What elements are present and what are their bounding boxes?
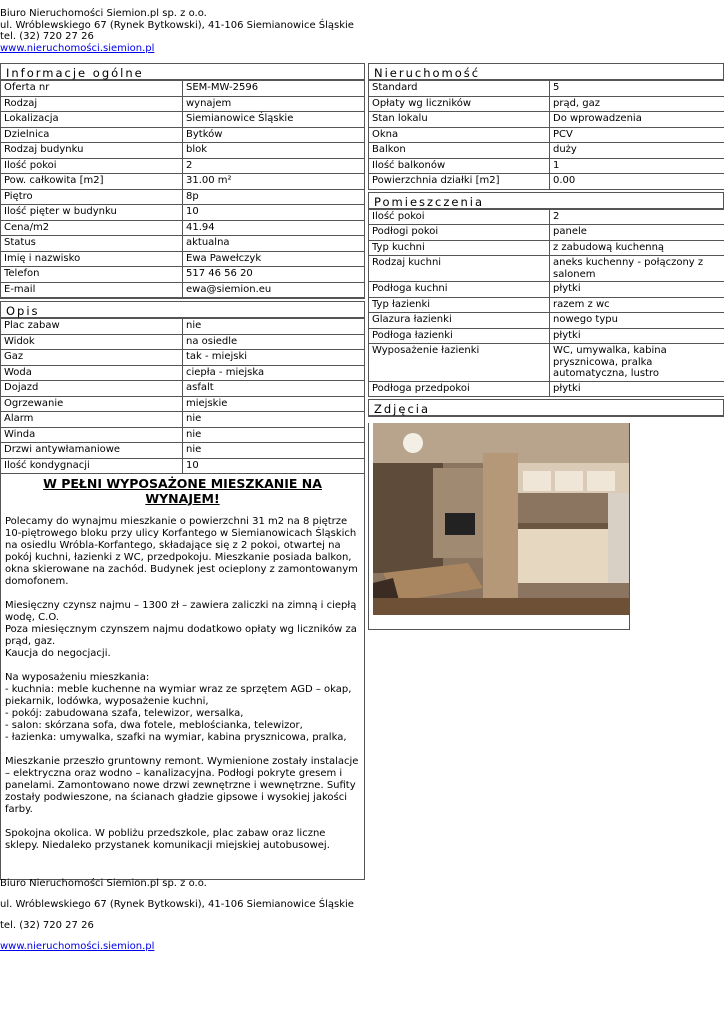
field-label: Status [1,236,183,251]
description-table [1,319,364,474]
field-value: 2 [186,159,193,171]
field-value: nie [186,428,202,440]
field-label: Gaz [1,350,183,365]
table-row [369,344,724,382]
table-row [369,81,724,97]
field-label: Dzielnica [1,128,183,143]
field-value: 5 [553,82,560,93]
field-label: Piętro [1,190,183,205]
field-label: Ilość balkonów [369,159,550,174]
field-value: z zabudową kuchenną [553,241,665,253]
field-value: nie [186,320,202,331]
field-value: 41.94 [186,221,215,233]
apartment-photo[interactable] [373,423,629,615]
left-column [0,63,365,880]
field-label: Widok [1,335,183,350]
rooms-table [368,210,724,398]
field-value: Bytków [186,128,223,140]
property-table [368,81,724,190]
section-title-property: Nieruchomość [368,63,724,81]
general-table [0,81,365,299]
field-label: Pow. całkowita [m2] [1,174,183,189]
field-label: Typ kuchni [369,241,550,256]
field-label: Rodzaj [1,97,183,112]
apartment-photo-illustration [373,423,629,615]
table-row [369,282,724,298]
table-row [1,366,364,382]
field-value: asfalt [186,382,214,393]
table-row [1,350,364,366]
footer-website-link[interactable]: www.nieruchomości.siemion.pl [0,941,155,952]
field-label: Okna [369,128,550,143]
field-label: E-mail [1,283,183,298]
table-row [1,381,364,397]
field-label: Alarm [1,412,183,427]
field-value: 10 [186,206,199,217]
field-value: ciepła - miejska [186,366,265,378]
field-label: Lokalizacja [1,112,183,127]
table-row [1,459,364,475]
field-label: Drzwi antywłamaniowe [1,443,183,458]
field-value: prąd, gaz [553,97,601,109]
table-row [369,143,724,159]
table-row [1,283,364,299]
field-value: 1 [553,159,560,171]
table-row [369,298,724,314]
field-value: 0.00 [553,175,576,186]
field-label: Standard [369,81,550,96]
field-value: wynajem [186,97,232,109]
section-title-description: Opis [0,301,365,319]
table-row [1,81,364,97]
photo-box [368,423,630,630]
table-row [1,174,364,190]
field-label: Oferta nr [1,81,183,96]
table-row [369,241,724,257]
field-value: WC, umywalka, kabina prysznicowa, pralka automatyczna, lustro [553,345,667,379]
table-row [369,329,724,345]
table-row [1,252,364,268]
field-label: Rodzaj kuchni [369,256,550,281]
field-label: Ilość pokoi [369,210,550,225]
table-row [1,443,364,459]
table-row [369,210,724,226]
section-title-photos: Zdjęcia [368,399,724,417]
table-row [1,428,364,444]
table-row [1,236,364,252]
field-value: płytki [553,382,581,394]
table-row [1,97,364,113]
table-row [1,267,364,283]
company-phone: tel. (32) 720 27 26 [0,31,94,42]
field-value: ewa@siemion.eu [186,283,272,295]
field-value: razem z wc [553,298,610,310]
footer-company-phone: tel. (32) 720 27 26 [0,920,94,931]
table-row [369,112,724,128]
field-value: Siemianowice Śląskie [186,113,294,124]
field-label: Rodzaj budynku [1,143,183,158]
section-title-rooms: Pomieszczenia [368,192,724,210]
field-value: miejskie [186,397,228,409]
table-row [1,335,364,351]
table-row [369,256,724,282]
table-row [1,397,364,413]
field-value: Ewa Pawełczyk [186,252,262,264]
section-title-general: Informacje ogólne [0,63,365,81]
field-label: Stan lokalu [369,112,550,127]
company-name: Biuro Nieruchomości Siemion.pl sp. z o.o. [0,8,207,19]
field-value: PCV [553,128,573,140]
table-row [369,128,724,144]
field-value: blok [186,144,208,155]
table-row [1,143,364,159]
field-value: 10 [186,459,199,471]
field-value: nie [186,413,202,424]
footer-company-address: ul. Wróblewskiego 67 (Rynek Bytkowski), 41-106 Siemianowice Śląskie [0,899,354,910]
table-row [369,174,724,190]
field-label: Podłogi pokoi [369,225,550,240]
field-label: Podłoga łazienki [369,329,550,344]
field-value: nowego typu [553,314,618,325]
field-label: Imię i nazwisko [1,252,183,267]
field-value: SEM-MW-2596 [186,82,259,93]
field-value: 31.00 m² [186,175,232,186]
field-value: płytki [553,329,581,341]
table-row [1,412,364,428]
field-label: Typ łazienki [369,298,550,313]
table-row [1,221,364,237]
field-label: Telefon [1,267,183,282]
field-label: Cena/m2 [1,221,183,236]
field-label: Balkon [369,143,550,158]
table-row [369,313,724,329]
table-row [1,205,364,221]
field-label: Ilość pokoi [1,159,183,174]
field-value: 8p [186,190,199,202]
field-value: aneks kuchenny - połączony z salonem [553,257,704,280]
field-label: Podłoga kuchni [369,282,550,297]
table-row [1,128,364,144]
field-value: 517 46 56 20 [186,268,253,279]
field-value: tak - miejski [186,351,248,362]
table-row [1,190,364,206]
field-value: płytki [553,283,581,294]
field-label: Ilość pięter w budynku [1,205,183,220]
field-label: Woda [1,366,183,381]
field-label: Ogrzewanie [1,397,183,412]
field-value: panele [553,226,587,237]
description-box [0,319,365,880]
listing-description: Polecamy do wynajmu mieszkanie o powierzchni 31 m2 na 8 piętrze 10-piętrowego bloku przy ulicy Korfantego w Siemianowicach Śląskich na osiedlu Wróbla-Korfantego, składające się z 2 pokoi, otwartej na pokój kuchni, łazienki z WC, przedpokoju. Mieszkanie posiada balkon, okna skierowane na zachód. Budynek jest ocieplony z zamontowanym domofonem. Miesięczny czynsz najmu – 1300 zł – zawiera zaliczki na zimną i ciepłą wodę, C.O. Poza miesięcznym czynszem najmu dodatkowo opłaty wg liczników za prąd, gaz. Kaucja do negocjacji. Na wyposażeniu mieszkania: - kuchnia: meble kuchenne na wymiar wraz ze sprzętem AGD – okap, piekarnik, lodówka, wyposażenie kuchni, - pokój: zabudowana szafa, telewizor, wersalka, - salon: skórzana sofa, dwa fotele, meblościanka, telewizor, - łazienka: umywalka, szafki na wymiar, kabina prysznicowa, pralka, Mieszkanie przeszło gruntowny remont. Wymienione zostały instalacje – elektryczna oraz wodno – kanalizacyjna. Podłogi pokryte gresem i panelami. Zamontowano nowe drzwi zewnętrzne i wewnętrzne. Sufity zostały podwieszone, na ścianach gładzie gipsowe i wysokiej jakości farby. Spokojna okolica. W pobliżu przedszkole, plac zabaw oraz liczne sklepy. Niedaleko przystanek komunikacji miejskiej autobusowej. [5,516,359,851]
field-label: Podłoga przedpokoi [369,382,550,397]
field-label: Dojazd [1,381,183,396]
field-label: Plac zabaw [1,319,183,334]
table-row [1,159,364,175]
field-value: na osiedle [186,335,238,347]
right-column [368,63,724,630]
field-label: Winda [1,428,183,443]
page-footer [0,878,354,962]
field-value: duży [553,144,577,155]
table-row [1,112,364,128]
field-label: Powierzchnia działki [m2] [369,174,550,189]
table-row [369,225,724,241]
table-row [1,319,364,335]
field-value: nie [186,444,202,455]
footer-company-name: Biuro Nieruchomości Siemion.pl sp. z o.o. [0,878,207,889]
field-label: Opłaty wg liczników [369,97,550,112]
company-address: ul. Wróblewskiego 67 (Rynek Bytkowski), 41-106 Siemianowice Śląskie [0,19,354,31]
field-value: Do wprowadzenia [553,113,642,124]
company-website-link[interactable]: www.nieruchomości.siemion.pl [0,42,155,54]
field-label: Glazura łazienki [369,313,550,328]
field-value: 2 [553,210,560,222]
table-row [369,97,724,113]
table-row [369,382,724,398]
page-header [0,8,354,54]
field-label: Ilość kondygnacji [1,459,183,474]
field-label: Wyposażenie łazienki [369,344,550,381]
table-row [369,159,724,175]
listing-headline: W PEŁNI WYPOSAŻONE MIESZKANIE NA WYNAJEM! [43,476,322,506]
field-value: aktualna [186,237,230,248]
